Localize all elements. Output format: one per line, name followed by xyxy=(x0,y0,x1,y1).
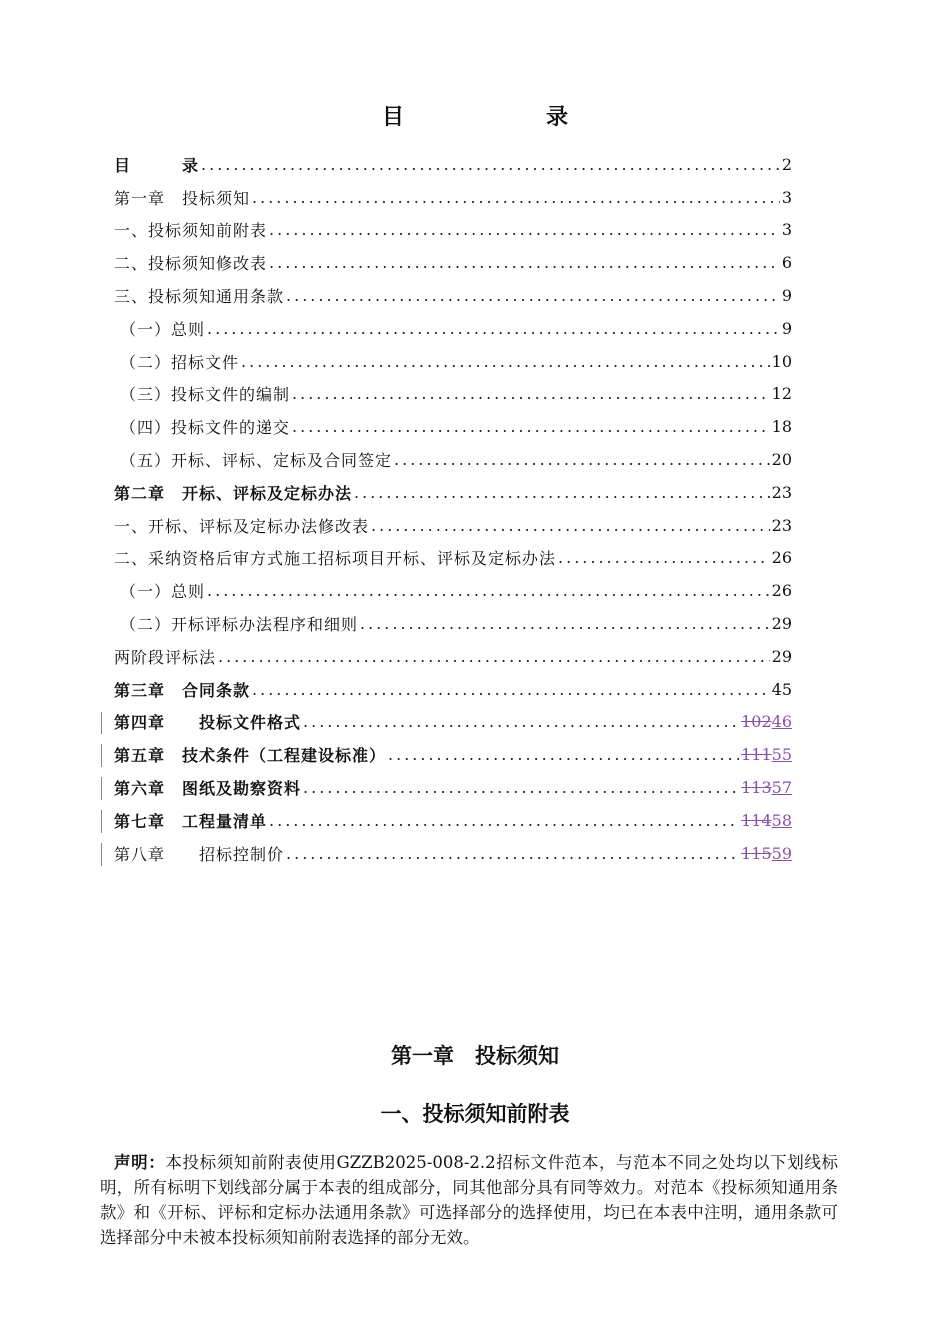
toc-entry-page: 3 xyxy=(781,220,792,240)
toc-entry[interactable] xyxy=(114,640,792,673)
toc-old-page-number: 113 xyxy=(741,778,772,798)
toc-entry[interactable] xyxy=(114,804,792,837)
toc-leader-dots xyxy=(286,844,739,863)
toc-entry[interactable] xyxy=(114,410,792,443)
toc-entry-page: 18 xyxy=(771,417,792,437)
toc-entry-page: 12 xyxy=(771,384,792,404)
toc-leader-dots xyxy=(269,811,739,830)
statement-lead: 声明： xyxy=(114,1153,166,1172)
toc-entry[interactable] xyxy=(114,837,792,870)
toc-old-page-number: 111 xyxy=(741,745,772,765)
toc-entry-page: 23 xyxy=(771,515,792,535)
toc-leader-dots xyxy=(241,352,770,371)
toc-entry[interactable] xyxy=(114,542,792,575)
toc-entry-label: 两阶段评标法 xyxy=(114,647,217,667)
toc-entry[interactable] xyxy=(114,279,792,312)
toc-entry-page xyxy=(741,712,792,731)
toc-entry-page: 45 xyxy=(771,679,792,699)
toc-leader-dots xyxy=(201,155,780,174)
toc-entry-label: 第二章 开标、评标及定标办法 xyxy=(114,483,353,503)
toc-new-page-number: 46 xyxy=(771,712,792,732)
toc-leader-dots xyxy=(207,581,770,600)
toc-leader-dots xyxy=(286,286,780,305)
toc-entry-page: 10 xyxy=(771,351,792,371)
toc-leader-dots xyxy=(354,483,770,502)
toc-entry[interactable] xyxy=(114,476,792,509)
toc-leader-dots xyxy=(207,319,780,338)
toc-entry-label: 第七章 工程量清单 xyxy=(114,811,268,831)
toc-entry[interactable] xyxy=(114,181,792,214)
toc-title: 目 录 xyxy=(381,104,628,130)
toc-entry-label: 二、采纳资格后审方式施工招标项目开标、评标及定标办法 xyxy=(114,549,557,569)
toc-new-page-number: 57 xyxy=(771,778,792,798)
toc-leader-dots xyxy=(292,384,770,403)
toc-leader-dots xyxy=(303,778,739,797)
toc-entry-label: 第五章 技术条件（工程建设标准） xyxy=(114,746,387,766)
toc-entry[interactable] xyxy=(114,673,792,706)
toc-entry-label: 第八章 招标控制价 xyxy=(114,844,285,864)
toc-entry-page: 29 xyxy=(771,614,792,634)
toc-entry[interactable] xyxy=(114,148,792,181)
toc-entry[interactable] xyxy=(114,443,792,476)
toc-entry-label: （二）开标评标办法程序和细则 xyxy=(120,615,359,635)
toc-old-page-number: 102 xyxy=(741,712,772,732)
toc-entry-page: 29 xyxy=(771,646,792,666)
toc-leader-dots xyxy=(360,614,770,633)
toc-entry[interactable] xyxy=(114,738,792,771)
toc-leader-dots xyxy=(218,647,770,666)
toc-entry-label: 第三章 合同条款 xyxy=(114,680,251,700)
toc-entry[interactable] xyxy=(114,246,792,279)
toc-leader-dots xyxy=(269,220,780,239)
toc-entry[interactable] xyxy=(114,378,792,411)
toc-new-page-number: 59 xyxy=(771,843,792,863)
toc-entry-label: （二）招标文件 xyxy=(120,352,240,372)
toc-entry-label: 第六章 图纸及勘察资料 xyxy=(114,779,302,799)
toc-entry-page: 20 xyxy=(771,450,792,470)
toc-entry-page: 26 xyxy=(771,581,792,601)
toc-new-page-number: 55 xyxy=(771,745,792,765)
toc-entry-label: （四）投标文件的递交 xyxy=(120,418,291,438)
toc-entry-label: 一、开标、评标及定标办法修改表 xyxy=(114,516,370,536)
statement-text: 本投标须知前附表使用GZZB2025-008-2.2招标文件范本，与范本不同之处均以下划线标明，所有标明下划线部分属于本表的组成部分，同其他部分具有同等效力。对范本《投标须知通用条款》和《开标、评标和定标办法通用条款》可选择部分的选择使用，均已在本表中注明，通用条款可选择部分中未被本投标须知前附表选择的部分无效。 xyxy=(100,1153,838,1247)
toc-entry[interactable] xyxy=(114,509,792,542)
toc-new-page-number: 58 xyxy=(771,810,792,830)
toc-leader-dots xyxy=(371,516,770,535)
toc-leader-dots xyxy=(252,680,770,699)
toc-entry-label: （一）总则 xyxy=(120,319,206,339)
toc-entry-page: 3 xyxy=(781,187,792,207)
toc-entry-page: 9 xyxy=(781,286,792,306)
toc-leader-dots xyxy=(388,745,739,764)
toc-entry[interactable] xyxy=(114,771,792,804)
toc-entry-page xyxy=(741,745,792,764)
toc-entry[interactable] xyxy=(114,706,792,739)
chapter-heading: 第一章 投标须知 xyxy=(391,1044,559,1068)
toc-entry-page xyxy=(741,844,792,863)
toc-entry-page: 2 xyxy=(781,154,792,174)
section-heading: 一、投标须知前附表 xyxy=(380,1102,570,1126)
toc-leader-dots xyxy=(303,712,739,731)
toc-leader-dots xyxy=(269,253,780,272)
toc-entry-label: 三、投标须知通用条款 xyxy=(114,287,285,307)
toc-leader-dots xyxy=(558,548,770,567)
toc-entry-label: 第四章 投标文件格式 xyxy=(114,713,302,733)
toc-entry-label: 二、投标须知修改表 xyxy=(114,254,268,274)
toc-entry-label: （五）开标、评标、定标及合同签定 xyxy=(120,451,393,471)
toc-old-page-number: 114 xyxy=(741,810,772,830)
toc-entry-label: 第一章 投标须知 xyxy=(114,188,251,208)
table-of-contents xyxy=(114,148,792,870)
toc-entry-page xyxy=(741,778,792,797)
toc-entry-label: 目 录 xyxy=(114,155,200,175)
toc-entry[interactable] xyxy=(114,607,792,640)
toc-leader-dots xyxy=(394,450,770,469)
toc-entry-label: 一、投标须知前附表 xyxy=(114,221,268,241)
toc-entry-page: 6 xyxy=(781,253,792,273)
toc-entry-page: 26 xyxy=(771,548,792,568)
toc-entry[interactable] xyxy=(114,574,792,607)
statement-paragraph xyxy=(100,1150,838,1250)
toc-entry[interactable] xyxy=(114,312,792,345)
toc-leader-dots xyxy=(252,188,780,207)
toc-entry[interactable] xyxy=(114,345,792,378)
toc-entry[interactable] xyxy=(114,214,792,247)
toc-entry-page xyxy=(741,811,792,830)
toc-entry-page: 9 xyxy=(781,318,792,338)
toc-old-page-number: 115 xyxy=(741,843,772,863)
toc-entry-label: （一）总则 xyxy=(120,582,206,602)
toc-entry-label: （三）投标文件的编制 xyxy=(120,385,291,405)
toc-leader-dots xyxy=(292,417,770,436)
toc-entry-page: 23 xyxy=(771,482,792,502)
